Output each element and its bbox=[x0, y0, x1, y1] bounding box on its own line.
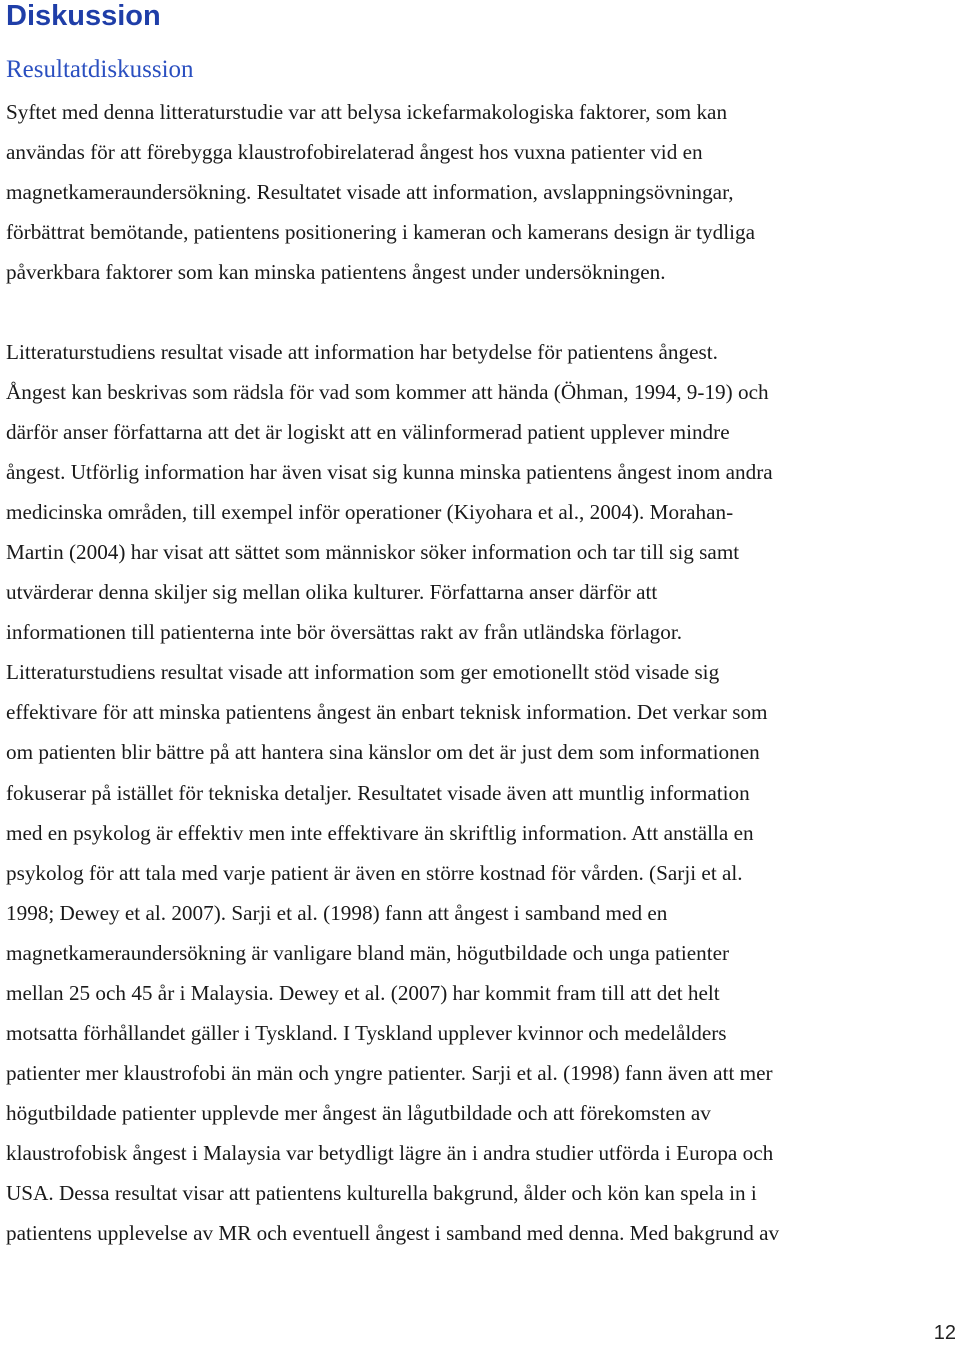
text-line: därför anser författarna att det är logiskt att en välinformerad patient upplever mindre bbox=[6, 420, 730, 444]
text-line: patientens upplevelse av MR och eventuell ångest i samband med denna. Med bakgrund av bbox=[6, 1221, 780, 1245]
subsection-heading: Resultatdiskussion bbox=[6, 56, 194, 83]
text-line: användas för att förebygga klaustrofobirelaterad ångest hos vuxna patienter vid en bbox=[6, 140, 703, 164]
section-heading: Diskussion bbox=[6, 0, 161, 32]
text-line: Syftet med denna litteraturstudie var att belysa ickefarmakologiska faktorer, som kan bbox=[6, 100, 728, 124]
text-line: klaustrofobisk ångest i Malaysia var betydligt lägre än i andra studier utförda i Europa och bbox=[6, 1141, 774, 1165]
page-number: 12 bbox=[933, 1322, 956, 1344]
text-line: motsatta förhållandet gäller i Tyskland. I Tyskland upplever kvinnor och medelålders bbox=[6, 1021, 727, 1045]
text-line: USA. Dessa resultat visar att patientens kulturella bakgrund, ålder och kön kan spela in i bbox=[6, 1181, 757, 1205]
text-line: medicinska områden, till exempel inför operationer (Kiyohara et al., 2004). Morahan- bbox=[6, 500, 734, 524]
text-line: högutbildade patienter upplevde mer ångest än lågutbildade och att förekomsten av bbox=[6, 1101, 711, 1125]
text-line: förbättrat bemötande, patientens positionering i kameran och kamerans design är tydliga bbox=[6, 220, 755, 244]
text-line: utvärderar denna skiljer sig mellan olika kulturer. Författarna anser därför att bbox=[6, 580, 658, 604]
text-line: magnetkameraundersökning. Resultatet visade att information, avslappningsövningar, bbox=[6, 180, 734, 204]
text-line: med en psykolog är effektiv men inte effektivare än skriftlig information. Att anställa en bbox=[6, 821, 754, 845]
text-line: fokuserar på istället för tekniska detaljer. Resultatet visade även att muntlig information bbox=[6, 781, 750, 805]
text-line: Litteraturstudiens resultat visade att information har betydelse för patientens ångest. bbox=[6, 340, 718, 364]
text-line: magnetkameraundersökning är vanligare bland män, högutbildade och unga patienter bbox=[6, 941, 730, 965]
text-line: mellan 25 och 45 år i Malaysia. Dewey et al. (2007) har kommit fram till att det helt bbox=[6, 981, 720, 1005]
text-line: om patienten blir bättre på att hantera sina känslor om det är just dem som informationen bbox=[6, 740, 760, 764]
text-line: påverkbara faktorer som kan minska patientens ångest under undersökningen. bbox=[6, 260, 666, 284]
text-line: psykolog för att tala med varje patient är även en större kostnad för vården. (Sarji et al. bbox=[6, 861, 743, 885]
text-line: effektivare för att minska patientens ångest än enbart teknisk information. Det verkar som bbox=[6, 700, 768, 724]
text-line: patienter mer klaustrofobi än män och yngre patienter. Sarji et al. (1998) fann även att mer bbox=[6, 1061, 773, 1085]
text-line: ångest. Utförlig information har även visat sig kunna minska patientens ångest inom andra bbox=[6, 460, 773, 484]
text-line: informationen till patienterna inte bör översättas rakt av från utländska förlagor. bbox=[6, 620, 683, 644]
text-line: Litteraturstudiens resultat visade att information som ger emotionellt stöd visade sig bbox=[6, 660, 720, 684]
text-line: Martin (2004) har visat att sättet som människor söker information och tar till sig samt bbox=[6, 540, 740, 564]
text-line: 1998; Dewey et al. 2007). Sarji et al. (1998) fann att ångest i samband med en bbox=[6, 901, 668, 925]
text-line: Ångest kan beskrivas som rädsla för vad som kommer att hända (Öhman, 1994, 9-19) och bbox=[6, 380, 769, 404]
